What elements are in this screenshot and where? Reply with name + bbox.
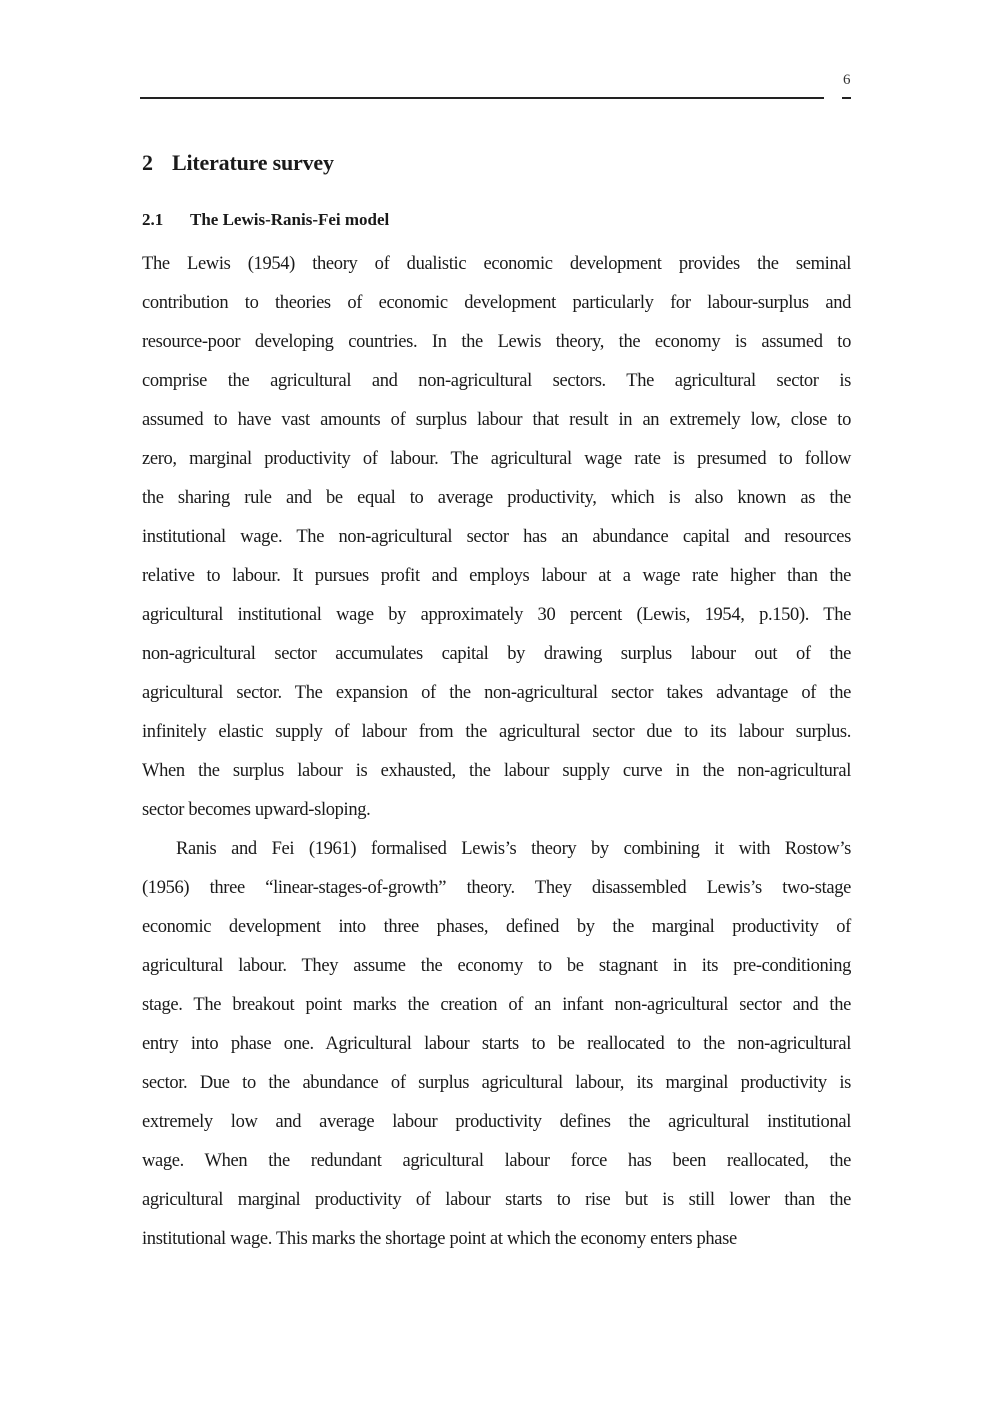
text-line: wage. When the redundant agricultural labour force has been reallocated, the	[142, 1151, 851, 1171]
text-line: sector. Due to the abundance of surplus agricultural labour, its marginal productivity is	[142, 1073, 851, 1093]
text-line: (1956) three “linear-stages-of-growth” theory. They disassembled Lewis’s two-stage	[142, 878, 851, 898]
section-number: 2	[142, 150, 153, 175]
text-line: contribution to theories of economic development particularly for labour-surplus and	[142, 293, 851, 313]
header-rule-tick	[842, 97, 851, 99]
section-heading	[142, 150, 334, 176]
text-line: When the surplus labour is exhausted, the labour supply curve in the non-agricultural	[142, 761, 851, 781]
text-line: institutional wage. The non-agricultural sector has an abundance capital and resources	[142, 527, 851, 547]
text-line: resource-poor developing countries. In the Lewis theory, the economy is assumed to	[142, 332, 851, 352]
body-text	[142, 250, 851, 1264]
subsection-heading	[142, 210, 389, 230]
subsection-title: The Lewis-Ranis-Fei model	[190, 210, 390, 229]
text-line: economic development into three phases, defined by the marginal productivity of	[142, 917, 851, 937]
text-line: agricultural labour. They assume the economy to be stagnant in its pre-conditioning	[142, 956, 851, 976]
paragraph	[142, 250, 851, 835]
text-line: agricultural sector. The expansion of the non-agricultural sector takes advantage of the	[142, 683, 851, 703]
text-line: agricultural marginal productivity of labour starts to rise but is still lower than the	[142, 1190, 851, 1210]
text-line: the sharing rule and be equal to average productivity, which is also known as the	[142, 488, 851, 508]
text-line: zero, marginal productivity of labour. The agricultural wage rate is presumed to follow	[142, 449, 851, 469]
text-line: Ranis and Fei (1961) formalised Lewis’s theory by combining it with Rostow’s	[176, 839, 851, 859]
subsection-number: 2.1	[142, 210, 164, 229]
text-line: agricultural institutional wage by approximately 30 percent (Lewis, 1954, p.150). The	[142, 605, 851, 625]
text-line: entry into phase one. Agricultural labour starts to be reallocated to the non-agricultural	[142, 1034, 851, 1054]
section-title: Literature survey	[172, 150, 334, 175]
text-line: institutional wage. This marks the shortage point at which the economy enters phase	[142, 1229, 737, 1249]
text-line: non-agricultural sector accumulates capital by drawing surplus labour out of the	[142, 644, 851, 664]
text-line: extremely low and average labour productivity defines the agricultural institutional	[142, 1112, 851, 1132]
text-line: comprise the agricultural and non-agricultural sectors. The agricultural sector is	[142, 371, 851, 391]
page-number: 6	[843, 72, 851, 88]
text-line: stage. The breakout point marks the creation of an infant non-agricultural sector and the	[142, 995, 851, 1015]
text-line: The Lewis (1954) theory of dualistic economic development provides the seminal	[142, 254, 851, 274]
paragraph	[142, 835, 851, 1264]
text-line: sector becomes upward-sloping.	[142, 800, 371, 820]
text-line: infinitely elastic supply of labour from the agricultural sector due to its labour surplus.	[142, 722, 851, 742]
text-line: assumed to have vast amounts of surplus labour that result in an extremely low, close to	[142, 410, 851, 430]
header-rule	[140, 97, 824, 99]
text-line: relative to labour. It pursues profit and employs labour at a wage rate higher than the	[142, 566, 851, 586]
